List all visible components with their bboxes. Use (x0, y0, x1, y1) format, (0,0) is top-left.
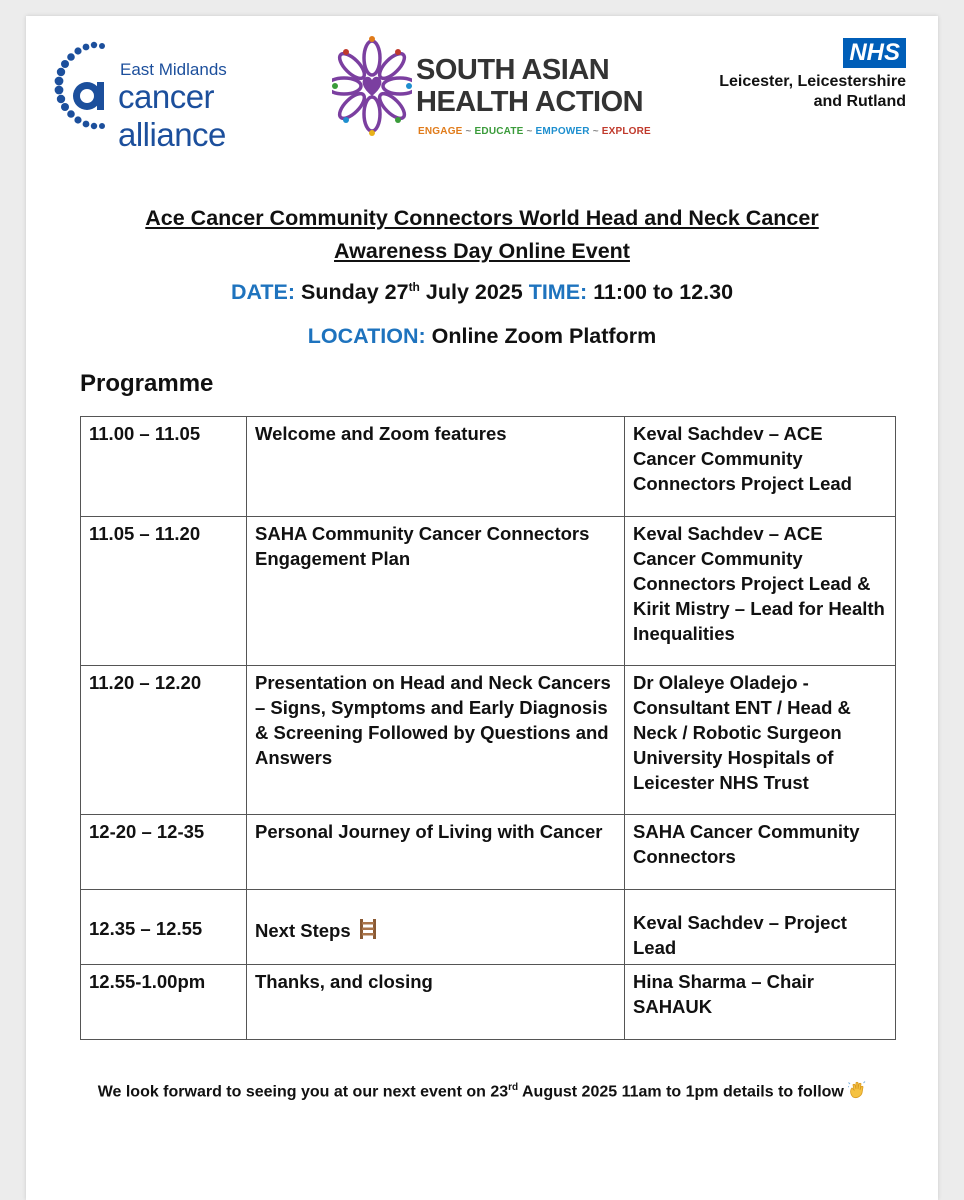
event-title-line1: Ace Cancer Community Connectors World Head and Neck Cancer (145, 206, 819, 230)
emca-dots-icon (50, 38, 120, 138)
row-item: Thanks, and closing (247, 965, 625, 1040)
saha-tagline (418, 126, 651, 137)
table-row (81, 965, 896, 1040)
emca-line2: cancer alliance (118, 78, 226, 153)
row-item: Presentation on Head and Neck Cancers – Signs, Symptoms and Early Diagnosis & Screening Followed by Questions and Answers (247, 666, 625, 815)
event-title (66, 202, 898, 268)
saha-tag-sep: ~ (589, 126, 602, 137)
row-time: 11.00 – 11.05 (81, 417, 247, 517)
row-item: Personal Journey of Living with Cancer (247, 815, 625, 890)
table-row (81, 417, 896, 517)
row-speaker: Keval Sachdev – Project Lead (625, 890, 896, 965)
row-speaker: SAHA Cancer Community Connectors (625, 815, 896, 890)
row-item: Next Steps (255, 920, 351, 941)
lotus-flower-icon (332, 36, 412, 146)
row-time: 11.05 – 11.20 (81, 517, 247, 666)
date-time-line (26, 280, 938, 305)
time-label: TIME: (528, 280, 588, 305)
row-item-cell (247, 890, 625, 965)
emca-line1: East Midlands (120, 60, 227, 79)
saha-tag-sep: ~ (523, 126, 536, 137)
table-row (81, 517, 896, 666)
row-time: 12-20 – 12-35 (81, 815, 247, 890)
date-label: DATE: (230, 280, 296, 305)
table-row (81, 666, 896, 815)
east-midlands-cancer-alliance-logo (50, 38, 310, 153)
ladder-icon (358, 918, 378, 940)
row-time: 12.35 – 12.55 (81, 890, 247, 965)
row-time: 11.20 – 12.20 (81, 666, 247, 815)
footer-text-after: August 2025 11am to 1pm details to follow (522, 1083, 844, 1101)
row-item: SAHA Community Cancer Connectors Engagement Plan (247, 517, 625, 666)
footer-sup: rd (508, 1082, 519, 1093)
location-label: LOCATION: (307, 324, 426, 348)
date-suffix: July 2025 (425, 280, 523, 305)
row-item: Welcome and Zoom features (247, 417, 625, 517)
saha-tag-word: EXPLORE (601, 126, 651, 137)
saha-line1: SOUTH ASIAN (416, 54, 610, 86)
location-line (26, 324, 938, 349)
row-speaker: Dr Olaleye Oladejo - Consultant ENT / Head & Neck / Robotic Surgeon University Hospitals of Leicester NHS Trust (625, 666, 896, 815)
event-flyer-page (26, 16, 938, 1200)
south-asian-health-action-logo (332, 36, 652, 146)
date-prefix: Sunday 27 (301, 280, 409, 305)
event-title-line2: Awareness Day Online Event (334, 239, 630, 263)
location-value: Online Zoom Platform (431, 324, 657, 348)
row-speaker: Keval Sachdev – ACE Cancer Community Connectors Project Lead & Kirit Mistry – Lead for Health Inequalities (625, 517, 896, 666)
row-time: 12.55-1.00pm (81, 965, 247, 1040)
saha-tag-word: ENGAGE (418, 126, 463, 137)
saha-line2: HEALTH ACTION (416, 86, 644, 118)
time-value: 11:00 to 12.30 (593, 280, 734, 305)
date-sup: th (408, 280, 420, 294)
table-row (81, 815, 896, 890)
saha-tag-word: EMPOWER (535, 126, 590, 137)
waving-hand-icon (848, 1081, 866, 1099)
footer-note (66, 1074, 898, 1105)
row-speaker: Keval Sachdev – ACE Cancer Community Connectors Project Lead (625, 417, 896, 517)
table-row (81, 890, 896, 965)
programme-heading: Programme (80, 370, 214, 397)
saha-tag-word: EDUCATE (474, 126, 524, 137)
nhs-badge: NHS (843, 38, 906, 68)
footer-text-before: We look forward to seeing you at our next event on 23 (97, 1083, 509, 1101)
nhs-org-line2: and Rutland (813, 93, 906, 110)
programme-table (80, 416, 896, 1040)
nhs-org-line1: Leicester, Leicestershire (719, 73, 906, 90)
saha-tag-sep: ~ (462, 126, 475, 137)
row-speaker: Hina Sharma – Chair SAHAUK (625, 965, 896, 1040)
nhs-llr-logo (719, 38, 906, 112)
